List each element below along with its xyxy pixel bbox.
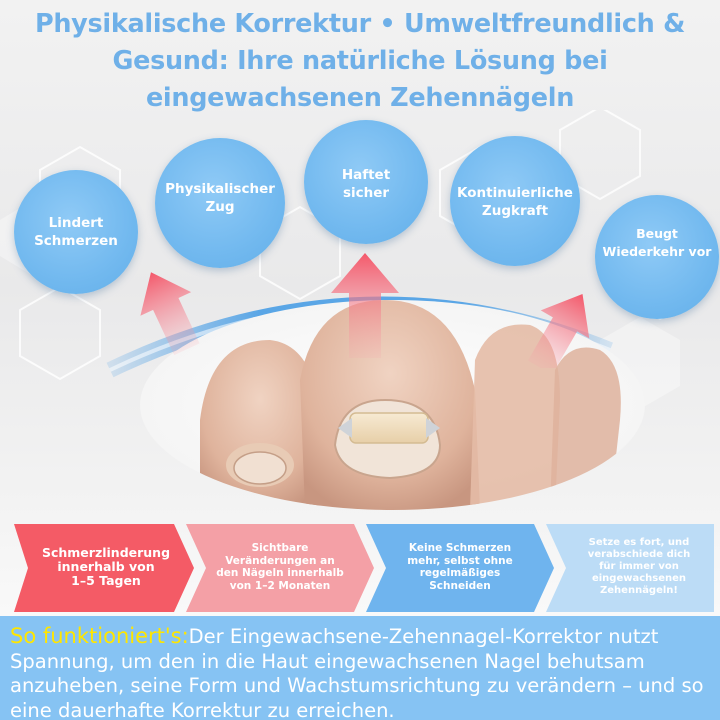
how-it-works-section xyxy=(0,616,720,720)
center-up-arrow-icon xyxy=(331,253,399,358)
left-up-arrow-icon xyxy=(130,260,212,361)
benefit-secure-adhesion xyxy=(304,120,428,244)
step-4-label: Setze es fort, und verabschiede dich für immer von eingewachsenen Zehennägeln! xyxy=(587,537,691,596)
benefit-continuous-tension xyxy=(450,136,580,266)
how-it-works-heading: So funktioniert's: xyxy=(10,624,189,648)
step-1-label: Schmerzlinderung innerhalb von 1–5 Tagen xyxy=(41,545,171,588)
benefit-label: Lindert Schmerzen xyxy=(34,215,118,249)
benefit-label: Beugt Wiederkehr vor xyxy=(602,226,712,259)
benefit-pain-relief xyxy=(14,170,138,294)
page-title: Physikalische Korrektur • Umweltfreundlich & Gesund: Ihre natürliche Lösung bei eingewachsenen Zehennägeln xyxy=(34,9,686,113)
benefit-physical-pull xyxy=(155,138,285,268)
benefit-label: Kontinuierliche Zugkraft xyxy=(457,185,573,219)
benefit-label: Physikalischer Zug xyxy=(165,181,275,215)
benefit-prevents-recurrence xyxy=(595,195,719,319)
right-up-arrow-icon xyxy=(516,280,607,368)
timeline-steps xyxy=(14,524,714,614)
benefit-label: Haftet sicher xyxy=(341,167,391,201)
step-3-label: Keine Schmerzen mehr, selbst ohne regelmäßiges Schneiden xyxy=(407,542,513,592)
pressure-arrows xyxy=(130,248,610,368)
how-it-works-text: Der Eingewachsene-Zehennagel-Korrektor nutzt Spannung, um den in die Haut eingewachsenen Nagel behutsam anzuheben, seine Form und Wachstumsrichtung zu verändern – und so eine dauerhafte Korrektur zu erreichen. xyxy=(10,625,704,720)
step-2-label: Sichtbare Veränderungen an den Nägeln innerhalb von 1–2 Monaten xyxy=(216,542,344,592)
